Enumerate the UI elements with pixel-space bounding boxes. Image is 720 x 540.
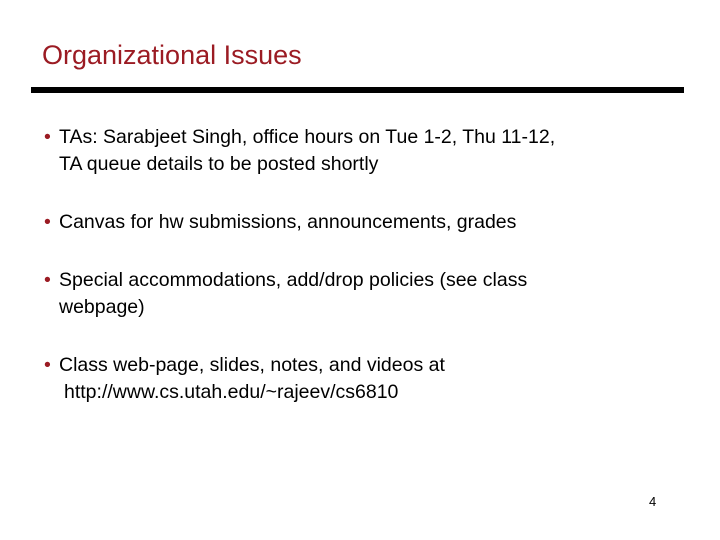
bullet-icon: • bbox=[44, 211, 51, 233]
bullet-list bbox=[44, 124, 684, 406]
title-divider bbox=[31, 87, 684, 93]
slide-title-part1: Organizational bbox=[42, 40, 217, 70]
slide-title bbox=[42, 38, 302, 72]
bullet-item-accommodations bbox=[44, 267, 684, 321]
slide-title-part2: Issues bbox=[216, 40, 302, 70]
bullet-line: Class web-page, slides, notes, and videos at bbox=[59, 354, 445, 376]
bullet-item-ta bbox=[44, 124, 684, 178]
bullet-icon: • bbox=[44, 269, 51, 291]
bullet-line: webpage) bbox=[59, 296, 145, 318]
bullet-item-webpage bbox=[44, 352, 684, 406]
page-number: 4 bbox=[649, 494, 657, 509]
bullet-line: TA queue details to be posted shortly bbox=[59, 153, 379, 175]
bullet-icon: • bbox=[44, 126, 51, 148]
bullet-line: Canvas for hw submissions, announcements, grades bbox=[59, 211, 517, 233]
bullet-line: TAs: Sarabjeet Singh, office hours on Tue 1-2, Thu 11-12, bbox=[59, 126, 556, 148]
bullet-item-canvas bbox=[44, 209, 684, 236]
bullet-line: Special accommodations, add/drop policies (see class bbox=[59, 269, 528, 291]
course-url: http://www.cs.utah.edu/~rajeev/cs6810 bbox=[64, 381, 399, 403]
bullet-icon: • bbox=[44, 354, 51, 376]
